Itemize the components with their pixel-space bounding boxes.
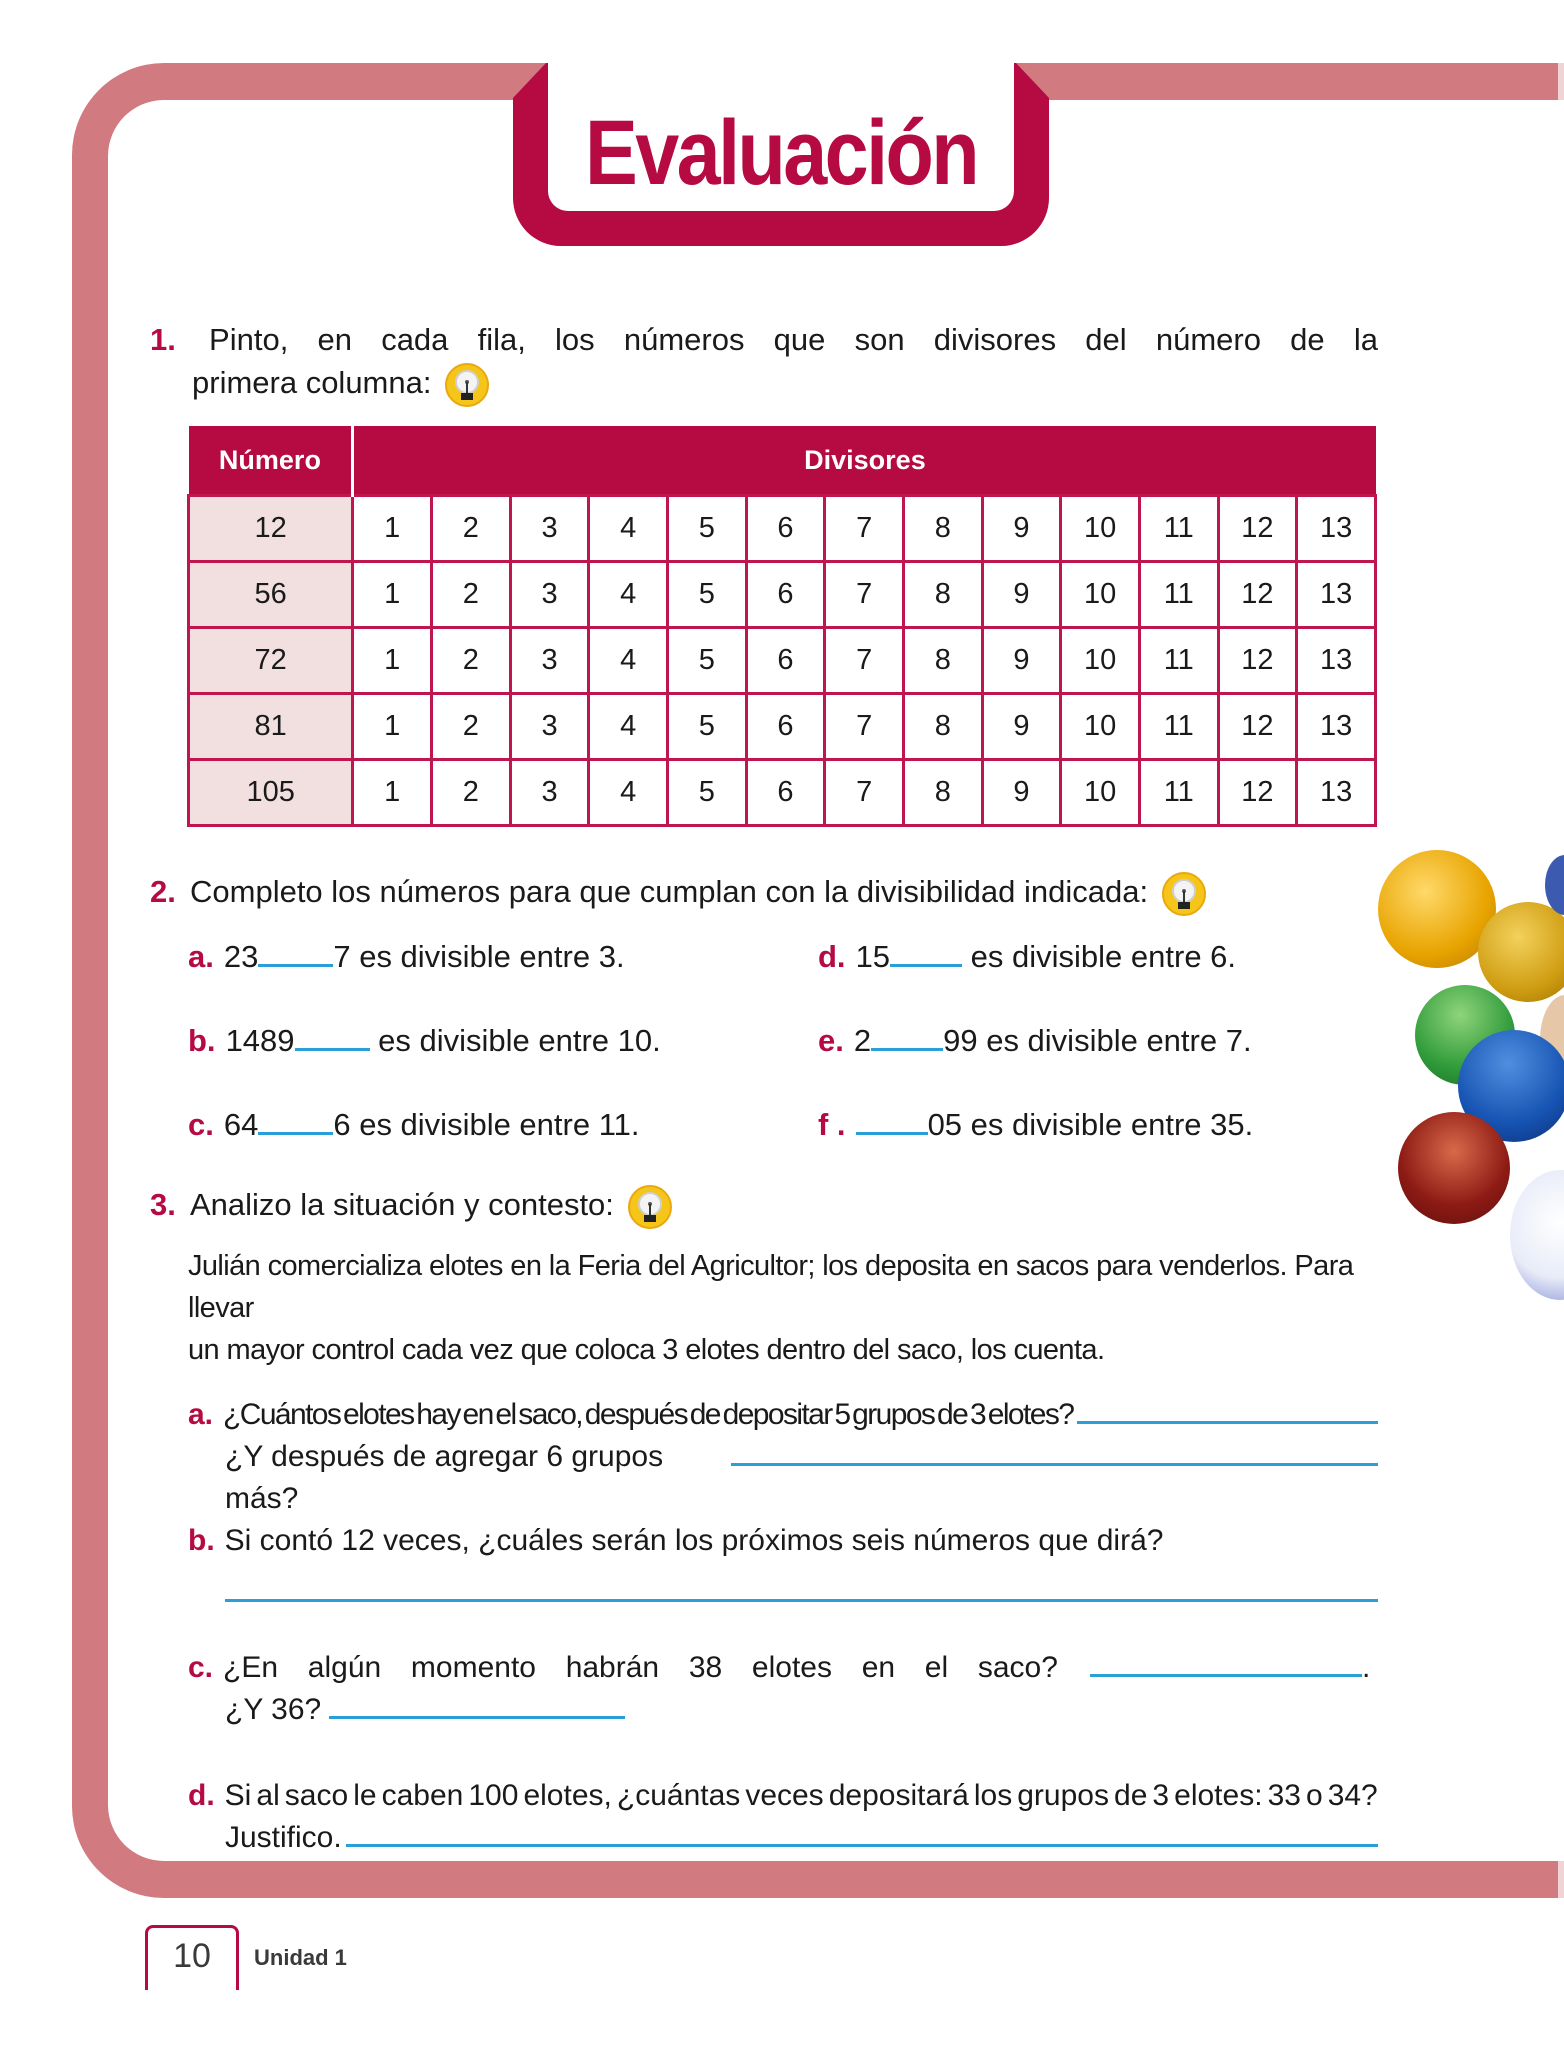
number-prefix: 15 xyxy=(855,939,891,974)
divisor-cell[interactable]: 7 xyxy=(825,562,904,628)
word: al xyxy=(256,1779,280,1812)
word: habrán xyxy=(565,1651,660,1684)
question-2-text: Completo los números para que cumplan con la divisibilidad indicada: xyxy=(190,874,1149,909)
divisor-cell[interactable]: 9 xyxy=(982,496,1061,562)
divisor-cell[interactable]: 9 xyxy=(982,760,1061,826)
divisor-cell[interactable]: 1 xyxy=(353,496,432,562)
number-prefix: 23 xyxy=(223,939,259,974)
divisor-cell[interactable]: 1 xyxy=(353,760,432,826)
situation-paragraph xyxy=(188,1245,1378,1371)
unit-label: Unidad 1 xyxy=(254,1945,347,1970)
divisor-cell[interactable]: 1 xyxy=(353,694,432,760)
question-number: 3. xyxy=(150,1187,176,1222)
fill-blank[interactable] xyxy=(258,1130,333,1135)
word: Si xyxy=(224,1779,252,1812)
question-1 xyxy=(150,318,1378,408)
divisor-cell[interactable]: 1 xyxy=(353,562,432,628)
header-number: Número xyxy=(189,426,353,496)
divisor-cell[interactable]: 4 xyxy=(589,562,668,628)
divisor-cell[interactable]: 8 xyxy=(903,760,982,826)
word: 100 xyxy=(468,1779,519,1812)
fill-blank[interactable] xyxy=(258,962,333,967)
word: veces xyxy=(745,1779,824,1812)
question-3a-followup: ¿Y después de agregar 6 grupos más? xyxy=(225,1440,664,1515)
question-3b xyxy=(188,1520,1378,1614)
divisor-cell[interactable]: 2 xyxy=(432,694,511,760)
divisor-cell[interactable]: 5 xyxy=(668,562,747,628)
word: ¿En xyxy=(223,1651,279,1684)
question-3c xyxy=(188,1647,1378,1731)
word: elotes xyxy=(751,1651,832,1684)
divisor-cell[interactable]: 7 xyxy=(825,760,904,826)
divisor-cell[interactable]: 3 xyxy=(510,496,589,562)
fill-item xyxy=(188,1103,640,1146)
table-row xyxy=(189,562,1376,628)
word: elotes, xyxy=(523,1779,612,1812)
answer-line-3a-1[interactable] xyxy=(1077,1421,1378,1424)
question-1-word: de xyxy=(1290,322,1325,357)
table-row xyxy=(189,496,1376,562)
divisor-cell[interactable]: 5 xyxy=(668,694,747,760)
word: algún xyxy=(307,1651,382,1684)
divisor-cell[interactable]: 5 xyxy=(668,628,747,694)
question-1-word: fila, xyxy=(477,322,526,357)
divisor-cell[interactable]: 9 xyxy=(982,562,1061,628)
divisor-cell[interactable]: 4 xyxy=(589,760,668,826)
divisor-cell[interactable]: 6 xyxy=(746,496,825,562)
answer-line-3c-2[interactable] xyxy=(329,1716,625,1719)
divisor-cell[interactable]: 7 xyxy=(825,496,904,562)
question-3c-followup: ¿Y 36? xyxy=(225,1693,322,1726)
item-text: es divisible entre 6. xyxy=(962,939,1237,974)
word: en xyxy=(861,1651,896,1684)
item-letter: c. xyxy=(188,1107,214,1142)
question-1-word: en xyxy=(317,322,352,357)
word: ¿cuántas xyxy=(616,1779,741,1812)
divisor-cell[interactable]: 13 xyxy=(1297,760,1376,826)
word: grupos xyxy=(1017,1779,1109,1812)
word: depositará xyxy=(828,1779,969,1812)
question-3a-text: ¿Cuántos elotes hay en el saco, después de depositar 5 grupos de 3 elotes? xyxy=(223,1398,1074,1431)
word: elotes: xyxy=(1174,1779,1263,1812)
divisor-cell[interactable]: 10 xyxy=(1061,694,1140,760)
frame-edge-bottom xyxy=(1558,1861,1564,1898)
divisor-cell[interactable]: 11 xyxy=(1139,694,1218,760)
divisor-cell[interactable]: 3 xyxy=(510,760,589,826)
item-text: 99 es divisible entre 7. xyxy=(943,1023,1252,1058)
divisor-cell[interactable]: 2 xyxy=(432,760,511,826)
word: 34? xyxy=(1327,1779,1378,1812)
fill-item xyxy=(818,935,1236,978)
table-row xyxy=(189,694,1376,760)
divisor-cell[interactable]: 13 xyxy=(1297,496,1376,562)
divisor-cell[interactable]: 2 xyxy=(432,496,511,562)
divisor-cell[interactable]: 2 xyxy=(432,562,511,628)
table-row xyxy=(189,760,1376,826)
question-1-word: que xyxy=(773,322,826,357)
title-tab xyxy=(513,63,1049,246)
word: saco xyxy=(284,1779,349,1812)
divisor-cell[interactable]: 10 xyxy=(1061,562,1140,628)
word: momento xyxy=(410,1651,536,1684)
item-letter: a. xyxy=(188,939,214,974)
title-tab-inner xyxy=(548,63,1014,211)
divisor-cell[interactable]: 5 xyxy=(668,496,747,562)
divisor-cell[interactable]: 3 xyxy=(510,628,589,694)
divisor-cell[interactable]: 5 xyxy=(668,760,747,826)
divisor-cell[interactable]: 9 xyxy=(982,628,1061,694)
divisor-cell[interactable]: 12 xyxy=(1218,760,1297,826)
question-3 xyxy=(150,1183,673,1230)
item-letter: d. xyxy=(818,939,846,974)
word: el xyxy=(924,1651,949,1684)
divisor-cell[interactable]: 12 xyxy=(1218,628,1297,694)
divisor-cell[interactable]: 11 xyxy=(1139,628,1218,694)
page-title: Evaluación xyxy=(585,102,977,204)
fill-blank[interactable] xyxy=(890,962,962,967)
item-letter: d. xyxy=(188,1779,215,1812)
word: caben xyxy=(381,1779,464,1812)
divisor-cell[interactable]: 12 xyxy=(1218,694,1297,760)
question-1-word: divisores xyxy=(933,322,1057,357)
item-letter: b. xyxy=(188,1023,216,1058)
lightbulb-icon xyxy=(444,362,490,408)
number-cell: 105 xyxy=(189,760,353,826)
fill-blank[interactable] xyxy=(856,1130,928,1135)
number-cell: 81 xyxy=(189,694,353,760)
question-number: 2. xyxy=(150,874,176,909)
divisor-cell[interactable]: 11 xyxy=(1139,760,1218,826)
item-letter: a. xyxy=(188,1398,214,1431)
divisor-cell[interactable]: 10 xyxy=(1061,628,1140,694)
word: los xyxy=(973,1779,1013,1812)
fill-blank[interactable] xyxy=(295,1046,370,1051)
marble-gold xyxy=(1478,902,1564,1002)
question-1-word: número xyxy=(1155,322,1261,357)
divisor-cell[interactable]: 13 xyxy=(1297,628,1376,694)
question-3a xyxy=(188,1394,1378,1520)
divisor-cell[interactable]: 10 xyxy=(1061,760,1140,826)
question-1-line2 xyxy=(150,361,1378,408)
page-number: 10 xyxy=(173,1937,211,1975)
divisor-cell[interactable]: 6 xyxy=(746,694,825,760)
question-1-word: del xyxy=(1085,322,1127,357)
fill-blank[interactable] xyxy=(871,1046,943,1051)
divisor-cell[interactable]: 12 xyxy=(1218,496,1297,562)
number-prefix: 64 xyxy=(223,1107,259,1142)
fill-item xyxy=(818,1103,1253,1146)
item-letter: f . xyxy=(818,1107,846,1142)
item-text: 7 es divisible entre 3. xyxy=(333,939,625,974)
question-1-word: números xyxy=(623,322,745,357)
divisor-cell[interactable]: 2 xyxy=(432,628,511,694)
divisor-cell[interactable]: 8 xyxy=(903,694,982,760)
period: . xyxy=(1362,1651,1371,1684)
answer-line-3a-2[interactable] xyxy=(731,1463,1378,1466)
header-divisors: Divisores xyxy=(353,426,1376,496)
number-cell: 12 xyxy=(189,496,353,562)
divisor-cell[interactable]: 4 xyxy=(589,496,668,562)
divisor-cell[interactable]: 8 xyxy=(903,562,982,628)
divisor-cell[interactable]: 11 xyxy=(1139,562,1218,628)
page-number-box xyxy=(145,1925,239,1990)
question-3d xyxy=(188,1775,1378,1859)
word: saco? xyxy=(977,1651,1058,1684)
fill-item xyxy=(188,1019,661,1062)
word: 33 xyxy=(1267,1779,1301,1812)
divisor-cell[interactable]: 11 xyxy=(1139,496,1218,562)
fill-item xyxy=(818,1019,1252,1062)
divisor-cell[interactable]: 3 xyxy=(510,562,589,628)
table-row xyxy=(189,628,1376,694)
paragraph-line: un mayor control cada vez que coloca 3 elotes dentro del saco, los cuenta. xyxy=(188,1334,1105,1366)
answer-line-3d[interactable] xyxy=(346,1844,1378,1847)
question-1-line1 xyxy=(150,318,1378,361)
divisor-cell[interactable]: 3 xyxy=(510,694,589,760)
paragraph-line: Julián comercializa elotes en la Feria del Agricultor; los deposita en sacos para venderlos. Para llevar xyxy=(188,1250,1354,1324)
divisor-cell[interactable]: 7 xyxy=(825,694,904,760)
word: de xyxy=(1114,1779,1148,1812)
word: le xyxy=(353,1779,377,1812)
marble-white xyxy=(1510,1170,1564,1300)
answer-line-3b[interactable] xyxy=(225,1599,1378,1602)
item-letter: b. xyxy=(188,1524,215,1557)
fill-item xyxy=(188,935,625,978)
question-3d-followup: Justifico. xyxy=(225,1821,342,1854)
question-3b-text: Si contó 12 veces, ¿cuáles serán los próximos seis números que dirá? xyxy=(224,1524,1164,1557)
divisor-cell[interactable]: 6 xyxy=(746,628,825,694)
divisor-cell[interactable]: 4 xyxy=(589,628,668,694)
divisor-cell[interactable]: 8 xyxy=(903,496,982,562)
word: 3 xyxy=(1152,1779,1170,1812)
marble-red xyxy=(1398,1112,1510,1224)
question-1-word: los xyxy=(555,322,595,357)
answer-line-3c-1[interactable] xyxy=(1090,1674,1362,1677)
divisor-cell[interactable]: 13 xyxy=(1297,562,1376,628)
divisor-cell[interactable]: 1 xyxy=(353,628,432,694)
divisor-cell[interactable]: 8 xyxy=(903,628,982,694)
divisor-cell[interactable]: 13 xyxy=(1297,694,1376,760)
question-1-word: son xyxy=(854,322,905,357)
lightbulb-icon xyxy=(627,1184,673,1230)
number-cell: 72 xyxy=(189,628,353,694)
divisor-cell[interactable]: 12 xyxy=(1218,562,1297,628)
divisor-cell[interactable]: 6 xyxy=(746,562,825,628)
number-cell: 56 xyxy=(189,562,353,628)
divisors-table xyxy=(187,426,1377,827)
question-number: 1. xyxy=(150,322,176,357)
question-1-word: Pinto, xyxy=(209,322,289,357)
item-text: 6 es divisible entre 11. xyxy=(333,1107,640,1142)
item-letter: e. xyxy=(818,1023,844,1058)
question-2 xyxy=(150,870,1207,917)
divisor-cell[interactable]: 10 xyxy=(1061,496,1140,562)
question-1-word: cada xyxy=(381,322,449,357)
item-text: 05 es divisible entre 35. xyxy=(927,1107,1254,1142)
word: 38 xyxy=(688,1651,723,1684)
divisor-cell[interactable]: 4 xyxy=(589,694,668,760)
number-prefix: 2 xyxy=(853,1023,872,1058)
divisor-cell[interactable]: 6 xyxy=(746,760,825,826)
divisor-cell[interactable]: 9 xyxy=(982,694,1061,760)
number-prefix: 1489 xyxy=(225,1023,295,1058)
marbles-image xyxy=(1360,830,1564,1350)
question-3d-text xyxy=(225,1775,1378,1817)
item-text: es divisible entre 10. xyxy=(369,1023,661,1058)
divisor-cell[interactable]: 7 xyxy=(825,628,904,694)
question-1-text: primera columna: xyxy=(192,365,432,400)
word: o xyxy=(1305,1779,1323,1812)
lightbulb-icon xyxy=(1161,871,1207,917)
frame-edge-top xyxy=(1558,63,1564,100)
question-3-text: Analizo la situación y contesto: xyxy=(190,1187,614,1222)
item-letter: c. xyxy=(188,1651,214,1684)
question-3c-text xyxy=(223,1647,1058,1689)
question-1-word: la xyxy=(1353,322,1378,357)
